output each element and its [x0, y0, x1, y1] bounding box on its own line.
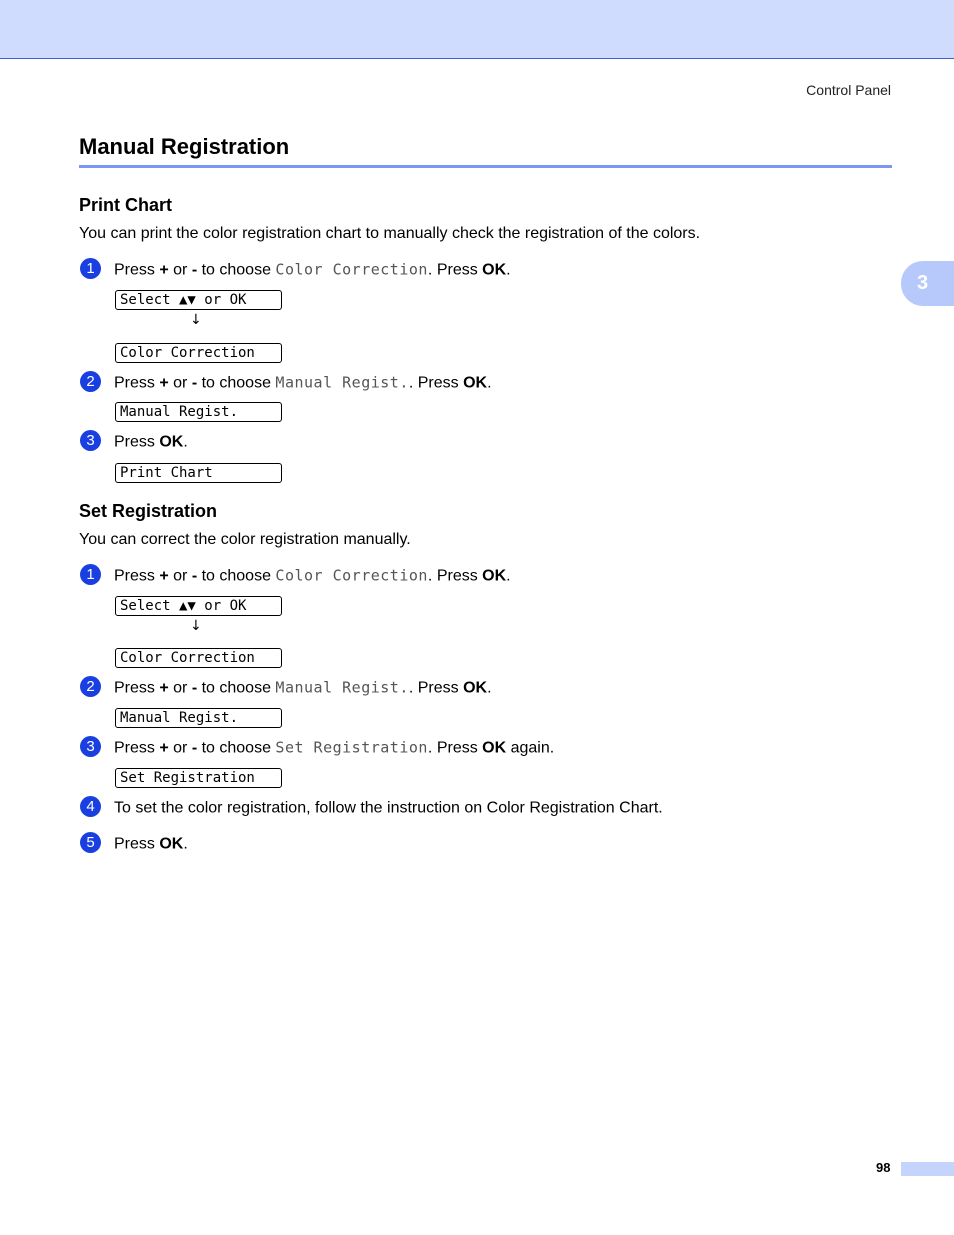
lcd-display: Manual Regist. — [115, 402, 282, 422]
lcd-display: Select ▲▼ or OK — [115, 596, 282, 616]
step-number-badge: 1 — [80, 258, 101, 279]
print-chart-heading: Print Chart — [79, 195, 173, 215]
set-registration-step-4: 4 To set the color registration, follow the instruction on Color Registration Chart. — [80, 798, 663, 819]
step-number-badge: 3 — [80, 430, 101, 451]
section-title: Manual Registration — [79, 134, 290, 159]
set-registration-heading: Set Registration — [79, 501, 218, 521]
print-chart-intro: You can print the color registration chart to manually check the registration of the colors. — [79, 225, 701, 242]
lcd-display: Manual Regist. — [115, 708, 282, 728]
down-arrow-icon: ↓ — [190, 312, 202, 328]
lcd-display: Color Correction — [115, 648, 282, 668]
print-chart-step-1: 1 Press + or - to choose Color Correction. Press OK. — [80, 260, 511, 281]
lcd-display: Color Correction — [115, 343, 282, 363]
top-color-band — [0, 0, 954, 59]
set-registration-intro: You can correct the color registration manually. — [79, 531, 411, 548]
step-number-badge: 4 — [80, 796, 101, 817]
print-chart-step-3: 3 Press OK. — [80, 432, 188, 453]
chapter-tab: 3 — [901, 261, 954, 306]
down-arrow-icon: ↓ — [190, 618, 202, 634]
lcd-display: Set Registration — [115, 768, 282, 788]
set-registration-step-1: 1 Press + or - to choose Color Correction. Press OK. — [80, 566, 511, 587]
page-number: 98 — [876, 1160, 891, 1175]
title-rule — [79, 165, 892, 168]
set-registration-step-3: 3 Press + or - to choose Set Registration. Press OK again. — [80, 738, 554, 759]
set-registration-step-5: 5 Press OK. — [80, 834, 188, 855]
step-number-badge: 1 — [80, 564, 101, 585]
step-number-badge: 3 — [80, 736, 101, 757]
running-header: Control Panel — [806, 82, 891, 98]
step-number-badge: 2 — [80, 371, 101, 392]
footer-color-bar — [901, 1162, 954, 1176]
lcd-display: Select ▲▼ or OK — [115, 290, 282, 310]
print-chart-step-2: 2 Press + or - to choose Manual Regist.. Press OK. — [80, 373, 492, 394]
set-registration-step-2: 2 Press + or - to choose Manual Regist.. Press OK. — [80, 678, 492, 699]
lcd-display: Print Chart — [115, 463, 282, 483]
step-number-badge: 5 — [80, 832, 101, 853]
step-number-badge: 2 — [80, 676, 101, 697]
